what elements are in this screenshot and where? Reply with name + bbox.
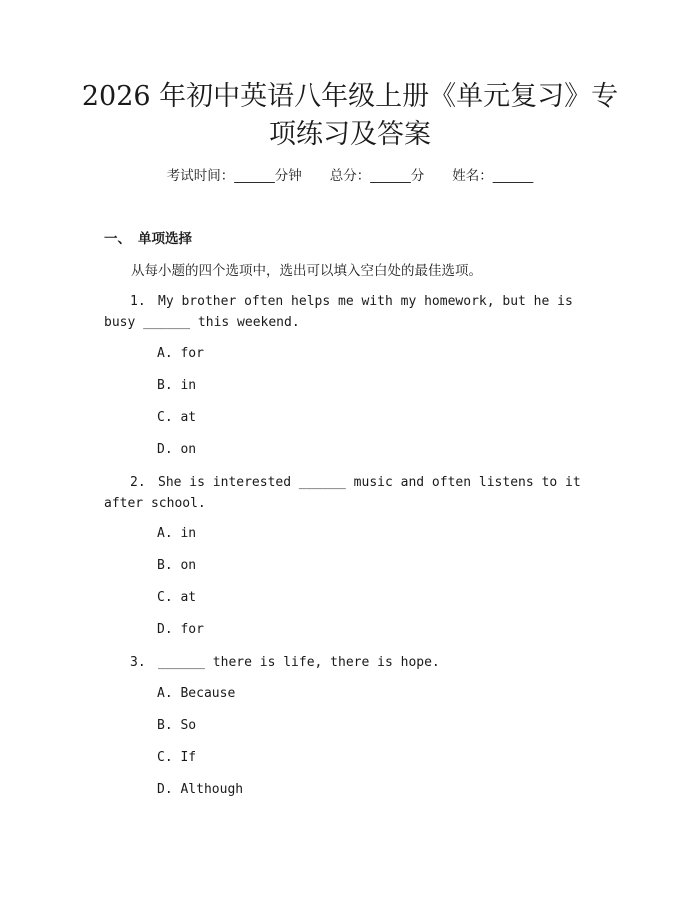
option-2c: C. at bbox=[157, 590, 197, 605]
question-number: 1. bbox=[130, 294, 146, 309]
question-number: 2. bbox=[130, 475, 146, 490]
section-title: 单项选择 bbox=[138, 231, 192, 247]
question-text: She is interested ______ music and often listens to it after school. bbox=[104, 475, 589, 511]
section-instruction: 从每小题的四个选项中，选出可以填入空白处的最佳选项。 bbox=[131, 263, 482, 279]
title-line-2: 项练习及答案 bbox=[269, 119, 431, 150]
title-line-1: 2026 年初中英语八年级上册《单元复习》专 bbox=[81, 81, 619, 112]
question-3 bbox=[104, 652, 584, 673]
question-number: 3. bbox=[130, 655, 146, 670]
option-1b: B. in bbox=[157, 378, 197, 393]
option-2d: D. for bbox=[157, 622, 204, 637]
section-number: 一、 bbox=[104, 231, 131, 247]
option-3b: B. So bbox=[157, 718, 197, 733]
total-score: 总分：______分 bbox=[329, 168, 425, 184]
document-title bbox=[60, 78, 640, 154]
option-1d: D. on bbox=[157, 442, 197, 457]
section-heading bbox=[104, 229, 192, 249]
question-text: My brother often helps me with my homework, but he is busy ______ this weekend. bbox=[104, 294, 581, 330]
option-3d: D. Although bbox=[157, 782, 244, 797]
question-2 bbox=[104, 472, 589, 514]
option-1c: C. at bbox=[157, 410, 197, 425]
option-1a: A. for bbox=[157, 346, 204, 361]
option-3a: A. Because bbox=[157, 686, 236, 701]
question-1 bbox=[104, 291, 584, 333]
exam-time: 考试时间：______分钟 bbox=[166, 168, 302, 184]
student-name: 姓名：______ bbox=[452, 168, 534, 184]
exam-meta bbox=[0, 166, 700, 186]
option-3c: C. If bbox=[157, 750, 197, 765]
option-2a: A. in bbox=[157, 526, 197, 541]
option-2b: B. on bbox=[157, 558, 197, 573]
question-text: ______ there is life, there is hope. bbox=[158, 655, 440, 670]
